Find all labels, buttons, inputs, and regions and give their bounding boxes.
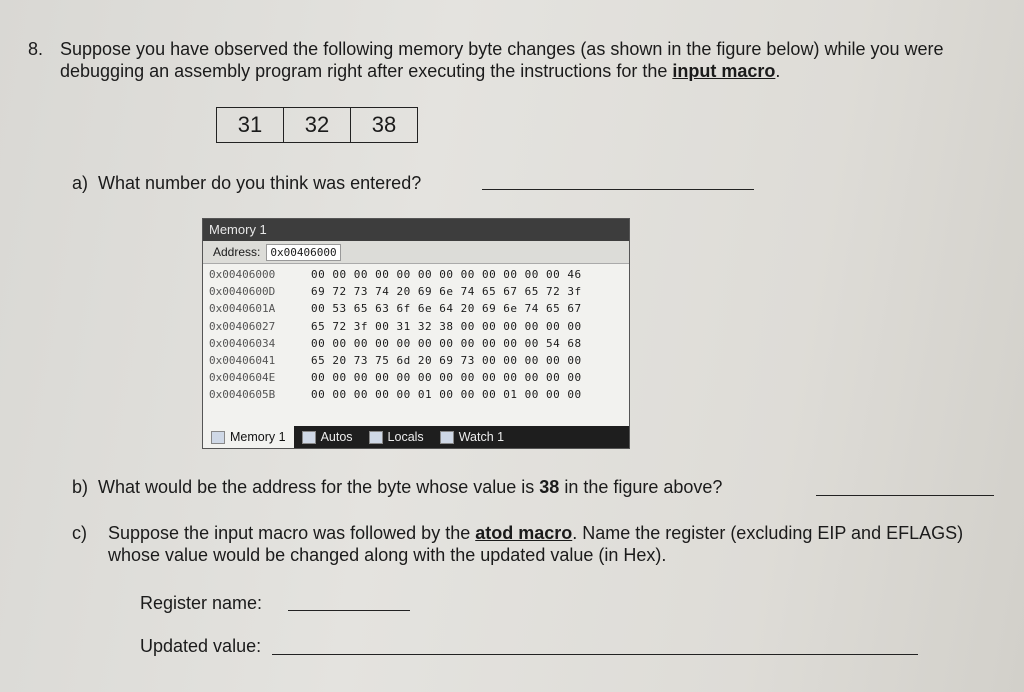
memory-icon — [211, 431, 225, 444]
memory-row — [203, 386, 629, 403]
tab-autos[interactable] — [294, 426, 361, 448]
memory-row — [203, 369, 629, 386]
question-8-text — [60, 38, 1000, 82]
locals-icon — [369, 431, 383, 444]
row-address: 0x0040601A — [209, 302, 276, 316]
question-a-text: What number do you think was entered? — [98, 173, 422, 193]
memory-row — [203, 283, 629, 300]
row-address: 0x0040604E — [209, 371, 276, 385]
row-bytes: 69 72 73 74 20 69 6e 74 65 67 65 72 3f — [311, 285, 582, 299]
row-address: 0x00406027 — [209, 319, 276, 333]
question-8-text-end: . — [775, 61, 781, 81]
byte-box: 38 — [371, 112, 397, 137]
memory-row — [203, 266, 629, 283]
question-a-label: a) — [72, 173, 89, 193]
autos-icon — [302, 431, 316, 444]
row-bytes: 00 00 00 00 00 00 00 00 00 00 00 00 46 — [311, 268, 582, 281]
question-8-text-start: Suppose you have observed the following memory byte changes (as shown in the figure below) while you were debugging an assembly program right after executing the instructions for the — [60, 39, 944, 81]
row-address: 0x00406041 — [209, 353, 276, 367]
row-bytes: 00 53 65 63 6f 6e 64 20 69 6e 74 65 67 — [311, 302, 582, 316]
question-a — [72, 172, 421, 194]
question-c-label: c) — [72, 523, 87, 543]
memory-row — [203, 300, 629, 317]
atod-macro-emphasis: atod macro — [475, 523, 573, 543]
row-bytes: 00 00 00 00 00 01 00 00 00 01 00 00 00 — [311, 388, 582, 402]
tab-label: Watch 1 — [458, 430, 505, 444]
address-input[interactable]: 0x00406000 — [266, 244, 340, 261]
row-bytes: 00 00 00 00 00 00 00 00 00 00 00 00 00 — [311, 371, 582, 385]
question-b-text-end: in the figure above? — [559, 477, 723, 497]
row-bytes: 65 20 73 75 6d 20 69 73 00 00 00 00 00 — [311, 353, 582, 367]
watch-icon — [440, 431, 454, 444]
memory-rows — [203, 264, 629, 404]
row-bytes: 65 72 3f 00 31 32 38 00 00 00 00 00 00 — [311, 319, 582, 333]
tab-locals[interactable] — [361, 426, 432, 448]
debug-tabs — [203, 426, 629, 448]
memory-window — [202, 218, 630, 449]
answer-a-line — [482, 189, 754, 190]
answer-b-line — [816, 495, 994, 496]
byte-box: 31 — [217, 108, 284, 142]
register-answer-line — [288, 610, 410, 611]
tab-label: Locals — [387, 430, 424, 444]
memory-row — [203, 318, 629, 335]
updated-value-label: Updated value: — [140, 636, 262, 656]
tab-memory-1[interactable] — [203, 426, 294, 448]
question-c-text-start: Suppose the input macro was followed by the — [108, 523, 476, 543]
question-c-text-end: . Name the register (excluding EIP and EFLAGS) whose value would be changed along with the updated value (in Hex). — [108, 523, 964, 565]
register-name-label: Register name: — [140, 593, 263, 613]
memory-row — [203, 352, 629, 369]
question-c-text — [108, 522, 1008, 566]
address-label: Address: — [213, 245, 261, 259]
byte-box: 32 — [284, 108, 351, 142]
memory-row — [203, 335, 629, 352]
updated-value-line — [272, 654, 918, 655]
tab-label: Memory 1 — [230, 430, 286, 444]
question-b-label: b) — [72, 477, 89, 497]
row-address: 0x0040605B — [209, 388, 276, 402]
tab-label: Autos — [320, 430, 353, 444]
input-macro-emphasis: input macro — [672, 61, 776, 81]
row-address: 0x00406000 — [209, 268, 276, 281]
tab-watch-1[interactable] — [432, 426, 512, 448]
byte-value-emphasis: 38 — [539, 477, 560, 497]
question-b — [72, 476, 722, 498]
address-bar — [203, 241, 629, 264]
byte-boxes — [216, 107, 418, 143]
row-bytes: 00 00 00 00 00 00 00 00 00 00 00 54 68 — [311, 336, 582, 350]
memory-window-title: Memory 1 — [203, 219, 629, 241]
question-b-text-start: What would be the address for the byte whose value is — [98, 477, 540, 497]
question-number: 8. — [28, 39, 44, 59]
row-address: 0x00406034 — [209, 336, 276, 350]
row-address: 0x0040600D — [209, 285, 276, 299]
